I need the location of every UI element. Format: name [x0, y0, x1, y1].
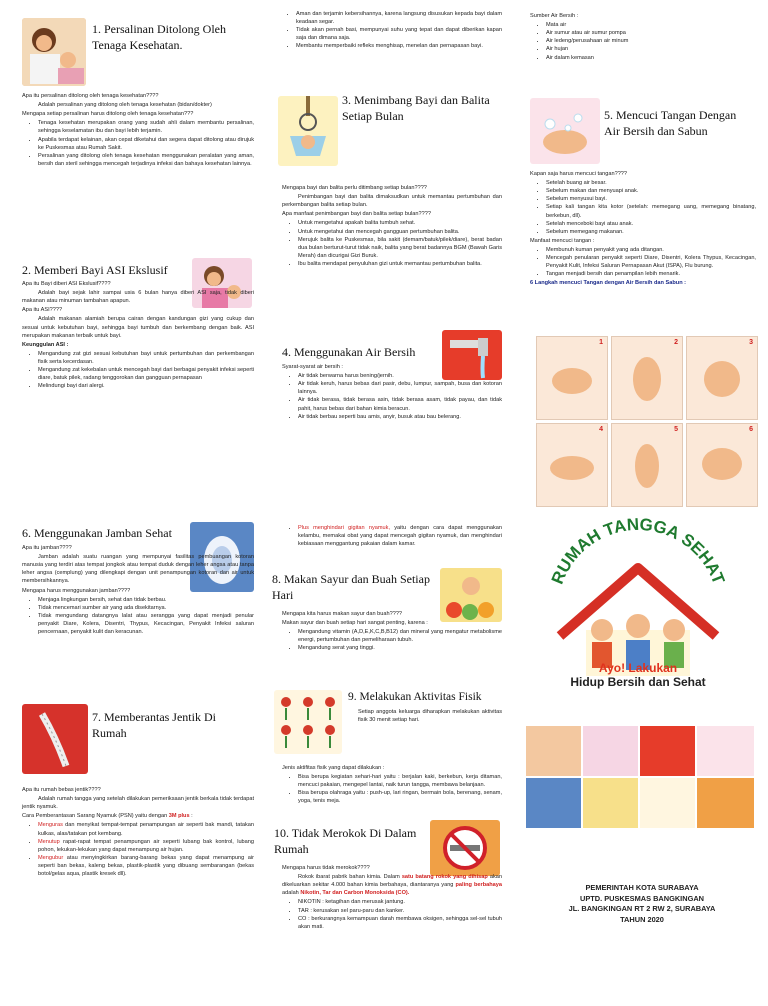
list-item: • Mengandung zat kekebalan untuk mencegah bayi dari berbagai penyakit infeksi seperti diare, batuk pilek, radang tenggorokan dan gangguan pernapasan [38, 366, 254, 382]
s5-body [530, 170, 756, 289]
s9-intro [358, 708, 502, 725]
s9-body [282, 764, 502, 807]
s7-item-text: atau menyingkirkan barang-barang bekas yang dapat menampung air seperti ban bekas, kaleng bekas, plastik-plastik yang dibuang sembarangan (bekas botol/gelas aqua, plastik kresek dll). [38, 854, 254, 878]
cover-arc-title: RUMAH TANGGA SEHAT [547, 518, 729, 587]
list-item: • Membunuh kuman penyakit yang ada ditangan. [546, 246, 756, 254]
s5-title: 5. Mencuci Tangan Dengan Air Bersih dan Sabun [604, 108, 737, 138]
handwash-step [536, 423, 608, 507]
s5-list [530, 179, 756, 236]
s6-q2: Mengapa harus menggunakan jamban???? [22, 587, 131, 594]
s7-p2 [22, 812, 254, 820]
mosquito-larva-illustration [22, 704, 88, 774]
step-number: 6 [749, 426, 753, 433]
physical-activity-illustration [274, 690, 342, 754]
list-item [38, 838, 254, 854]
step-number: 5 [674, 426, 678, 433]
handwash-step [611, 423, 683, 507]
list-item: • TAR : kerusakan sel paru-paru dan kanker. [298, 907, 502, 915]
s7-keyword: Menguras [38, 822, 63, 829]
list-item: • Untuk mengetahui dan mencegah gangguan pertumbuhan balita. [298, 228, 502, 236]
plus-keyword: Plus menghindari gigitan nyamuk, [298, 525, 390, 531]
s9-list [282, 773, 502, 805]
collage-photos [526, 726, 754, 828]
slogan-line2: Hidup Bersih dan Sehat [570, 675, 706, 690]
footer-line3: JL. BANGKINGAN RT 2 RW 2, SURABAYA [568, 904, 716, 914]
list-item: • CO : berkurangnya kemampuan darah membawa oksigen, sehingga sel-sel tubuh akan mati. [298, 915, 502, 931]
col2b-list [282, 524, 502, 548]
s10-list [282, 898, 502, 930]
s2-body [22, 280, 254, 391]
list-item: • Air tidak berasa, tidak berasa asin, tidak berasa asam, tidak payau, dan tidak pahit, harus bebas dari bahan kimia beracun. [298, 396, 502, 412]
water-sources [530, 12, 750, 63]
s6-title: 6. Menggunakan Jamban Sehat [22, 526, 172, 540]
s1-list [22, 119, 254, 168]
handwash-step [611, 336, 683, 420]
footer-line1: PEMERINTAH KOTA SURABAYA [585, 883, 699, 892]
handwash-step [686, 423, 758, 507]
list-item: • Ibu balita mendapat penyuluhan gizi untuk memantau pertumbuhan balita. [298, 260, 502, 268]
list-item: • Tangan menjadi bersih dan penampilan lebih menarik. [546, 270, 756, 278]
footer-line2: UPTD. PUSKESMAS BANGKINGAN [579, 893, 704, 903]
s1-title: 1. Persalinan Ditolong Oleh Tenaga Kesehatan. [92, 22, 226, 52]
s7-p2-colon: : [189, 813, 193, 820]
list-item [38, 854, 254, 878]
s5-q2: Manfaat mencuci tangan : [530, 237, 595, 244]
s10-highlight: Nikotin, Tar dan Carbon Monoksida (CO). [300, 890, 410, 897]
col2-top [280, 10, 502, 52]
handwash-step [686, 336, 758, 420]
plus-text: yaitu dengan cara dapat menggunakan kelambu, memakai obat yang dapat mencegah gigitan nyamuk, dan menghindari kebiasaan menggantung pakaian dalam kamar. [298, 525, 502, 548]
steps-title: 6 Langkah mencuci Tangan dengan Air Bersih dan Sabun : [530, 280, 687, 287]
handwash-step [536, 336, 608, 420]
list-item: • Air sumur atau air sumur pompa [546, 29, 750, 37]
handwash-steps [536, 336, 758, 507]
s3-title: 3. Menimbang Bayi dan Balita Setiap Bulan [342, 93, 490, 123]
s10-q1: Mengapa harus tidak merokok???? [282, 865, 370, 871]
list-item: • Membantu memperbaiki refleks menghisap, menelan dan pernapasan bayi. [296, 42, 502, 50]
s2-p2: Adalah makanan alamiah berupa cairan dengan kandungan gizi yang cukup dan sesuai untuk kebutuhan bayi, sehingga bayi tumbuh dan berkembang dengan baik. ASI merupakan makanan terbaik untuk bayi. [22, 316, 254, 339]
s10-title: 10. Tidak Merokok Di Dalam Rumah [274, 826, 417, 856]
list-item: • Melindungi bayi dari alergi. [38, 382, 254, 390]
list-item: • Bisa berupa olahraga yaitu : push-up, lari ringan, bermain bola, berenang, senam, yoga, tenis meja. [298, 789, 502, 805]
s10-body [282, 864, 502, 932]
s10-highlight: paling berbahaya [455, 882, 502, 889]
list-item: • Air tidak berwarna harus bening/jernih. [298, 372, 502, 380]
list-item: • Persalinan yang ditolong oleh tenaga kesehatan menggunakan peralatan yang aman, bersih dan steril sehingga mencegah terjadinya infeksi dan bahaya kesehatan lainnya. [38, 152, 254, 168]
s9-q1: Jenis aktifitas fisik yang dapat dilakukan : [282, 765, 385, 771]
list-item: • Sebelum makan dan menyuapi anak. [546, 187, 756, 195]
list-item: • Air tidak berbau seperti bau amis, anyir, busuk atau bau belerang. [298, 413, 502, 421]
s1-q2: Mengapa setiap persalinan harus ditolong oleh tenaga kesehatan??? [22, 111, 194, 118]
list-item: • Mengandung serat yang tinggi. [298, 644, 502, 652]
list-item: • Bisa berupa kegiatan sehari-hari yaitu : berjalan kaki, berkebun, kerja ditaman, mencuci pakaian, mengepel lantai, naik turun tangga, membawa belanjaan. [298, 773, 502, 789]
list-item: • Menjaga lingkungan bersih, sehat dan tidak berbau. [38, 596, 254, 604]
s10-text: akan dikeluarkan sekitar 4.000 bahan kimia berbahaya, diantaranya yang [282, 874, 502, 889]
list-item: • Setelah menceboki bayi atau anak. [546, 220, 756, 228]
s6-p1: Jamban adalah suatu ruangan yang mempunyai fasilitas pembuangan kotoran manusia yang terdiri atas tempat jongkok atau tempat duduk dengan leher angsa atau tanpa leher angsa (cemplung) yang dilengkapi dengan unit penampungan kotoran dan air untuk membersihkannya. [22, 554, 254, 585]
s1-q1: Apa itu persalinan ditolong oleh tenaga kesehatan???? [22, 93, 159, 99]
s5-list2 [530, 246, 756, 278]
s8-q1: Mengapa kita harus makan sayur dan buah???? [282, 611, 403, 617]
s2-q1: Apa itu Bayi diberi ASI Ekslusif???? [22, 281, 111, 287]
footer-line4: TAHUN 2020 [620, 915, 664, 925]
s4-body [282, 363, 502, 422]
s7-p1: Adalah rumah tangga yang setelah dilakukan pemeriksaan jentik berkala tidak terdapat jentik nyamuk. [22, 796, 254, 811]
handwashing-illustration [530, 98, 600, 164]
src-list [530, 21, 750, 62]
s5-q1: Kapan saja harus mencuci tangan???? [530, 171, 628, 177]
list-item: • Setelah buang air besar. [546, 179, 756, 187]
s7-title: 7. Memberantas Jentik Di Rumah [92, 710, 216, 740]
list-item: • Setiap kali tangan kita kotor (setelah: memegang uang, memegang binatang, berkebun, dll). [546, 203, 756, 219]
footer-address [528, 883, 756, 926]
list-item [38, 821, 254, 837]
s7-keyword: Mengubur [38, 854, 64, 861]
list-item: • Air ledeng/perusahaan air minum [546, 37, 750, 45]
s2-list [22, 350, 254, 391]
s7-q1: Apa itu rumah bebas jentik???? [22, 787, 101, 793]
s3-p1: Penimbangan bayi dan balita dimaksudkan untuk memantau pertumbuhan dan perkembangan balita setiap bulan. [282, 194, 502, 209]
s1-p1: Adalah persalinan yang ditolong oleh tenaga kesehatan (bidan/dokter) [38, 102, 212, 109]
list-item: • Untuk mengetahui apakah balita tumbuh sehat. [298, 219, 502, 227]
s7-item-text: rapat-rapat tempat penampungan air seperti lubang bak kontrol, lubang pohon, lekukan-lekukan yang dapat menampung air hujan. [38, 838, 254, 853]
s6-q1: Apa itu jamban???? [22, 545, 72, 551]
slogan-line1: Ayo! Lakukan [598, 661, 678, 675]
step-number: 1 [599, 339, 603, 346]
s8-q2: Makan sayur dan buah setiap hari sangat penting, karena : [282, 620, 428, 627]
childbirth-illustration [22, 18, 86, 86]
list-item: • Apabila terdapat kelainan, akan cepat diketahui dan segera dapat ditolong atau dirujuk ke Puskesmas atau Rumah Sakit. [38, 136, 254, 152]
list-item: • Sebelum menyusui bayi. [546, 195, 756, 203]
s10-p1 [282, 873, 502, 897]
s7-body [22, 786, 254, 879]
list-item: • Aman dan terjamin kebersihannya, karena langsung disusukan kepada bayi dalam keadaan segar. [296, 10, 502, 26]
s10-highlight: satu batang rokok yang dihisap [401, 874, 488, 881]
s8-list [282, 628, 502, 652]
col2-list [280, 10, 502, 51]
step-number: 2 [674, 339, 678, 346]
s7-keyword: Menutup [38, 838, 60, 845]
s10-text: Rokok ibarat pabrik bahan kimia. Dalam [298, 874, 402, 881]
s3-q2: Apa manfaat penimbangan bayi dan balita setiap bulan???? [282, 211, 431, 218]
list-item: • NIKOTIN : ketagihan dan merusak jantung. [298, 898, 502, 906]
list-item: • Tidak mengundang datangnya lalat atau serangga yang dapat menjadi penular penyakit Diare, Kolera, Disentri, Thypus, Kecacingan, Penyakit Infeksi saluran pencernaan, penyakit kulit dan keracunan. [38, 612, 254, 636]
s1-body [22, 92, 254, 169]
s9-title: 9. Melakukan Aktivitas Fisik [348, 691, 482, 703]
s4-list [282, 372, 502, 421]
list-item: • Mencegah penularan penyakit seperti Diare, Disentri, Kolera Thypus, Kecacingan, Penyakit Kulit, Infeksi Saluran Pernapasan Akut (ISPA), Flu burung. [546, 254, 756, 270]
s8-body [282, 610, 502, 654]
s3-q1: Mengapa bayi dan balita perlu ditimbang setiap bulan???? [282, 185, 427, 191]
s4-title: 4. Menggunakan Air Bersih [282, 345, 416, 359]
list-item: • Air hujan [546, 45, 750, 53]
list-item: • Tidak mencemari sumber air yang ada disekitarnya. [38, 604, 254, 612]
step-number: 4 [599, 426, 603, 433]
s2-p1: Adalah bayi sejak lahir sampai usia 6 bulan hanya diberi ASI saja, tidak diberi makanan atau minuman tambahan apapun. [22, 290, 254, 305]
list-item: • Mengandung vitamin (A,D,E,K,C,B,B12) dan mineral yang mengatur metabolisme energi, pertumbuhan dan pemeliharaan tubuh. [298, 628, 502, 644]
s10-text: adalah [282, 890, 301, 897]
s6-list [22, 596, 254, 637]
s7-3m-plus: 3M plus [168, 813, 190, 820]
list-item: • Sebelum memegang makanan. [546, 228, 756, 236]
list-item: • Tenaga kesehatan merupakan orang yang sudah ahli dalam membantu persalinan, sehingga keselamatan ibu dan bayi lebih terjamin. [38, 119, 254, 135]
list-item: • Merujuk balita ke Puskesmas, bila sakit (demam/batuk/pilek/diare), berat badan dua bulan berturut-turut tidak naik, balita yang berat badannya BGM (Bawah Garis Merah) dan dicurigai Gizi Buruk. [298, 236, 502, 260]
step-number: 3 [749, 339, 753, 346]
s3-body [282, 184, 502, 269]
src-title: Sumber Air Bersih : [530, 13, 579, 19]
s3-list [282, 219, 502, 268]
list-item: • Mengandung zat gizi sesuai kebutuhan bayi untuk pertumbuhan dan perkembangan fisik serta kecerdasan. [38, 350, 254, 366]
list-item: • Tidak akan pernah basi, mempunyai suhu yang tepat dan dapat diberikan kapan saja dan dimana saja. [296, 26, 502, 42]
s2-q2: Apa itu ASI???? [22, 307, 63, 314]
s2-title: 2. Memberi Bayi ASI Ekslusif [22, 263, 168, 277]
s7-item-text: dan menyikat tempat-tempat penampungan air seperti bak mandi, tatakan kulkas, alas/tatakan pot kembang. [38, 822, 254, 837]
list-item: • Mata air [546, 21, 750, 29]
cover-slogan [540, 662, 736, 690]
s7-list [22, 821, 254, 878]
s2-sub: Keunggulan ASI : [22, 341, 69, 348]
s6-body [22, 544, 254, 637]
list-item [298, 524, 502, 548]
list-item: • Air dalam kemasan [546, 54, 750, 62]
list-item: • Air tidak keruh, harus bebas dari pasir, debu, lumpur, sampah, busa dan kotoran lainnya. [298, 380, 502, 396]
col2b-top [282, 524, 502, 549]
s4-q1: Syarat-syarat air bersih : [282, 364, 343, 370]
s9-p1: Setiap anggota keluarga diharapkan melakukan aktivitas fisik 30 menit setiap hari. [358, 709, 502, 724]
s8-title: 8. Makan Sayur dan Buah Setiap Hari [272, 572, 430, 602]
s7-p2-text: Cara Pemberantasan Sarang Nyamuk (PSN) yaitu dengan [22, 813, 169, 820]
weighing-scale-illustration [278, 96, 338, 166]
